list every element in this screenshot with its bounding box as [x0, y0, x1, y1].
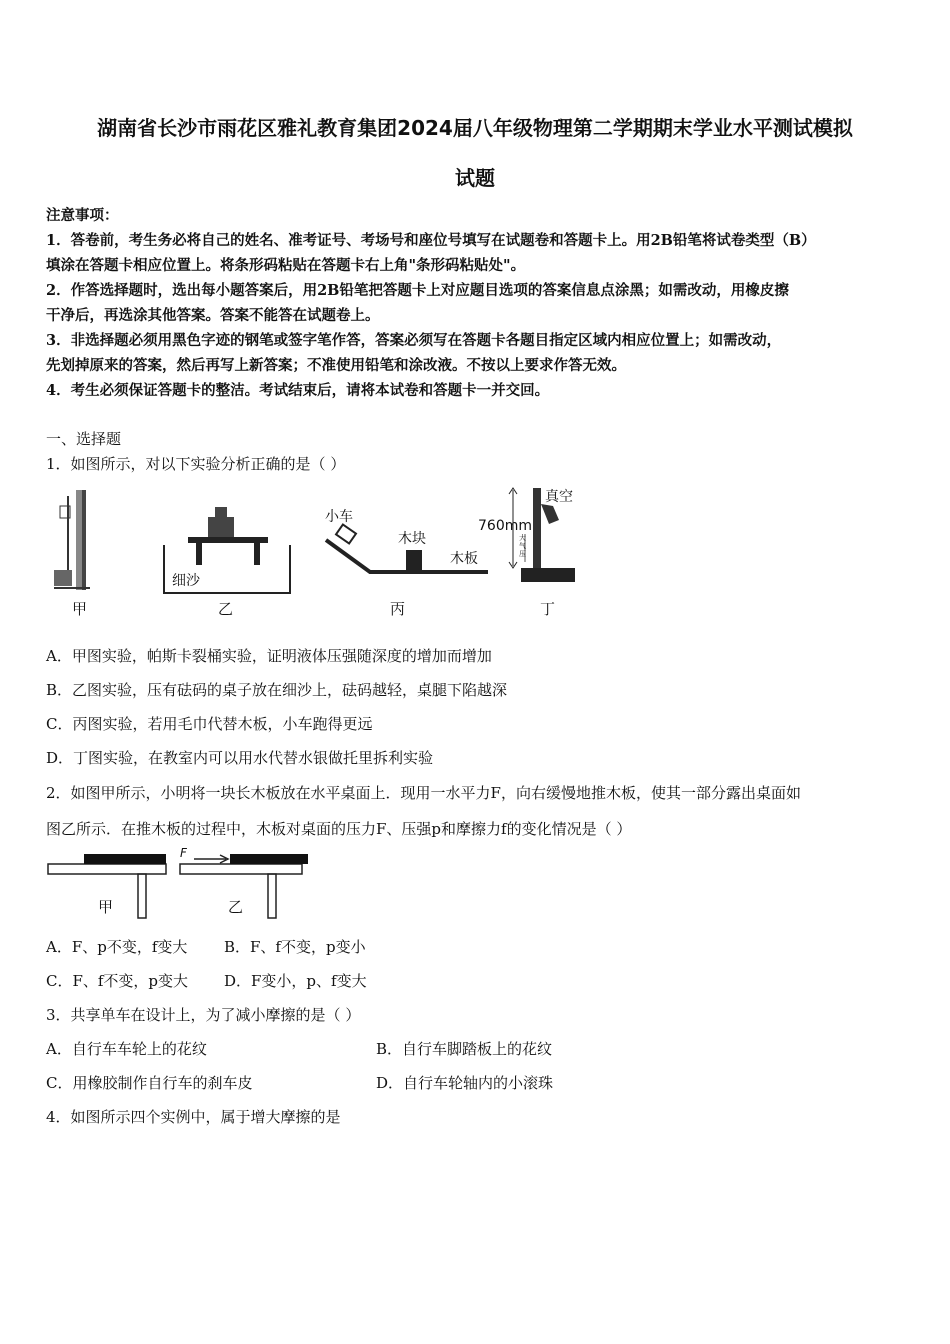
q2-option-c[interactable]: C．F、f不变，p变大 — [46, 972, 189, 990]
q1-atm-label: 大气压 — [519, 534, 526, 558]
q1-fig-label-yi: 乙 — [218, 600, 234, 618]
q2-fig-label-jia: 甲 — [98, 898, 114, 916]
q2-stem-line1: 2．如图甲所示，小明将一块长木板放在水平桌面上．现用一水平力F，向右缓慢地推木板，使其一部分露出桌面如 — [46, 784, 801, 802]
q2-figure — [46, 850, 311, 922]
notice-line: 填涂在答题卡相应位置上。将条形码粘贴在答题卡右上角"条形码粘贴处"。 — [46, 257, 526, 274]
q1-figure-jia — [46, 488, 106, 593]
q1-height-label: 760mm — [478, 518, 532, 534]
notice-line: 1．答卷前，考生务必将自己的姓名、准考证号、考场号和座位号填写在试题卷和答题卡上。用2B铅笔将试卷类型（B） — [46, 232, 816, 249]
q1-block-label: 木块 — [398, 531, 426, 547]
q2-option-b[interactable]: B．F、f不变，p变小 — [224, 938, 366, 956]
notice-line: 4．考生必须保证答题卡的整洁。考试结束后，请将本试卷和答题卡一并交回。 — [46, 382, 550, 399]
page-title: 湖南省长沙市雨花区雅礼教育集团2024届八年级物理第二学期期末学业水平测试模拟 — [97, 116, 853, 140]
section-heading: 一、选择题 — [46, 430, 122, 448]
q1-cart-label: 小车 — [325, 509, 353, 525]
page-title-line2: 试题 — [455, 166, 495, 190]
q2-fig-label-yi: 乙 — [228, 898, 244, 916]
q1-board-label: 木板 — [450, 551, 478, 567]
q1-fig-label-bing: 丙 — [390, 600, 406, 618]
q1-fig-label-jia: 甲 — [72, 600, 88, 618]
q3-option-b[interactable]: B．自行车脚踏板上的花纹 — [376, 1040, 553, 1058]
q1-option-b[interactable]: B．乙图实验，压有砝码的桌子放在细沙上，砝码越轻，桌腿下陷越深 — [46, 681, 508, 699]
q2-stem-line2: 图乙所示．在推木板的过程中，木板对桌面的压力F、压强p和摩擦力f的变化情况是（ ） — [46, 820, 632, 838]
q1-vacuum-label: 真空 — [545, 489, 573, 505]
q2-option-d[interactable]: D．F变小，p、f变大 — [224, 972, 367, 990]
notice-heading: 注意事项： — [46, 207, 119, 224]
q3-option-a[interactable]: A．自行车车轮上的花纹 — [46, 1040, 207, 1058]
q2-force-label: F — [180, 846, 187, 860]
q3-stem: 3．共享单车在设计上，为了减小摩擦的是（ ） — [46, 1006, 361, 1024]
q4-stem: 4．如图所示四个实例中，属于增大摩擦的是 — [46, 1108, 341, 1126]
notice-line: 3．非选择题必须用黑色字迹的钢笔或签字笔作答，答案必须写在答题卡各题目指定区域内相应位置上；如需改动， — [46, 332, 782, 349]
q3-option-d[interactable]: D．自行车轮轴内的小滚珠 — [376, 1074, 554, 1092]
q1-stem: 1．如图所示，对以下实验分析正确的是（ ） — [46, 455, 346, 473]
q1-option-c[interactable]: C．丙图实验，若用毛巾代替木板，小车跑得更远 — [46, 715, 373, 733]
q1-option-a[interactable]: A．甲图实验，帕斯卡裂桶实验，证明液体压强随深度的增加而增加 — [46, 647, 492, 665]
q1-option-d[interactable]: D．丁图实验，在教室内可以用水代替水银做托里拆利实验 — [46, 749, 434, 767]
q1-sand-label: 细沙 — [172, 573, 200, 589]
notice-line: 先划掉原来的答案，然后再写上新答案；不准使用铅笔和涂改液。不按以上要求作答无效。 — [46, 357, 626, 374]
notice-line: 2．作答选择题时，选出每小题答案后，用2B铅笔把答题卡上对应题目选项的答案信息点涂黑；如需改动，用橡皮擦 — [46, 282, 789, 299]
q3-option-c[interactable]: C．用橡胶制作自行车的刹车皮 — [46, 1074, 253, 1092]
q2-option-a[interactable]: A．F、p不变，f变大 — [46, 938, 188, 956]
q1-fig-label-ding: 丁 — [540, 600, 556, 618]
notice-line: 干净后，再选涂其他答案。答案不能答在试题卷上。 — [46, 307, 380, 324]
